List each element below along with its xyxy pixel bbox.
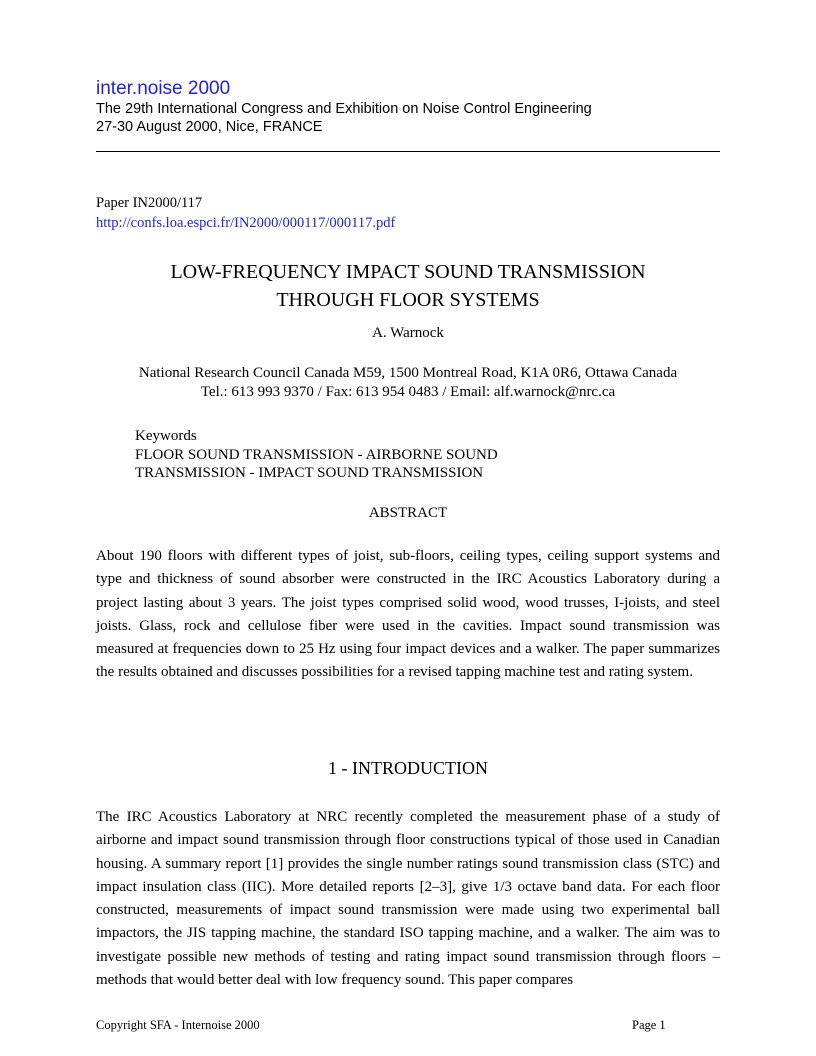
conference-header bbox=[96, 78, 720, 136]
author: A. Warnock bbox=[372, 325, 444, 341]
footer-page-number: Page 1 bbox=[632, 1018, 666, 1032]
footer-copyright: Copyright SFA - Internoise 2000 bbox=[96, 1018, 260, 1032]
affiliation-block bbox=[96, 364, 720, 402]
conference-subtitle: The 29th International Congress and Exhibition on Noise Control Engineering bbox=[96, 101, 592, 117]
affiliation: National Research Council Canada M59, 1500 Montreal Road, K1A 0R6, Ottawa Canada bbox=[138, 365, 678, 381]
abstract-heading: ABSTRACT bbox=[368, 505, 448, 521]
section-heading-introduction: 1 - INTRODUCTION bbox=[328, 758, 488, 778]
conference-name: inter.noise 2000 bbox=[96, 78, 231, 99]
paper-title-line2: THROUGH FLOOR SYSTEMS bbox=[276, 289, 540, 311]
keywords-heading: Keywords bbox=[135, 428, 197, 444]
paper-url-link[interactable]: http://confs.loa.espci.fr/IN2000/000117/000117.pdf bbox=[96, 215, 396, 231]
keywords-block bbox=[135, 427, 695, 483]
paper-id: Paper IN2000/117 bbox=[96, 195, 203, 211]
keywords-line2: TRANSMISSION - IMPACT SOUND TRANSMISSION bbox=[135, 465, 484, 481]
header-divider bbox=[96, 151, 720, 152]
contact-info: Tel.: 613 993 9370 / Fax: 613 954 0483 / Email: alf.warnock@nrc.ca bbox=[200, 384, 616, 400]
abstract-text: About 190 floors with different types of joist, sub-floors, ceiling types, ceiling support systems and type and thickness of sound absorber were constructed in the IRC Acoustics Laboratory during a project lasting about 3 years. The joist types comprised solid wood, wood trusses, I-joists, and steel joists. Glass, rock and cellulose fiber were used in the cavities. Impact sound transmission was measured at frequencies down to 25 Hz using four impact devices and a walker. The paper summarizes the results obtained and discusses possibilities for a revised tapping machine test and rating system. bbox=[96, 548, 720, 681]
paper-title bbox=[96, 258, 720, 314]
introduction-text: The IRC Acoustics Laboratory at NRC recently completed the measurement phase of a study of airborne and impact sound transmission through floor constructions typical of those used in Canadian housing. A summary report [1] provides the single number ratings sound transmission class (STC) and impact insulation class (IIC). More detailed reports [2–3], give 1/3 octave band data. For each floor constructed, measurements of impact sound transmission were made using two experimental ball impactors, the JIS tapping machine, the standard ISO tapping machine, and a walker. The aim was to investigate possible new methods of testing and rating impact sound transmission through floors – methods that would better deal with low frequency sound. This paper compares bbox=[96, 809, 720, 989]
paper-title-line1: LOW-FREQUENCY IMPACT SOUND TRANSMISSION bbox=[170, 261, 646, 283]
keywords-line1: FLOOR SOUND TRANSMISSION - AIRBORNE SOUND bbox=[135, 446, 498, 463]
conference-dates: 27-30 August 2000, Nice, FRANCE bbox=[96, 119, 323, 135]
